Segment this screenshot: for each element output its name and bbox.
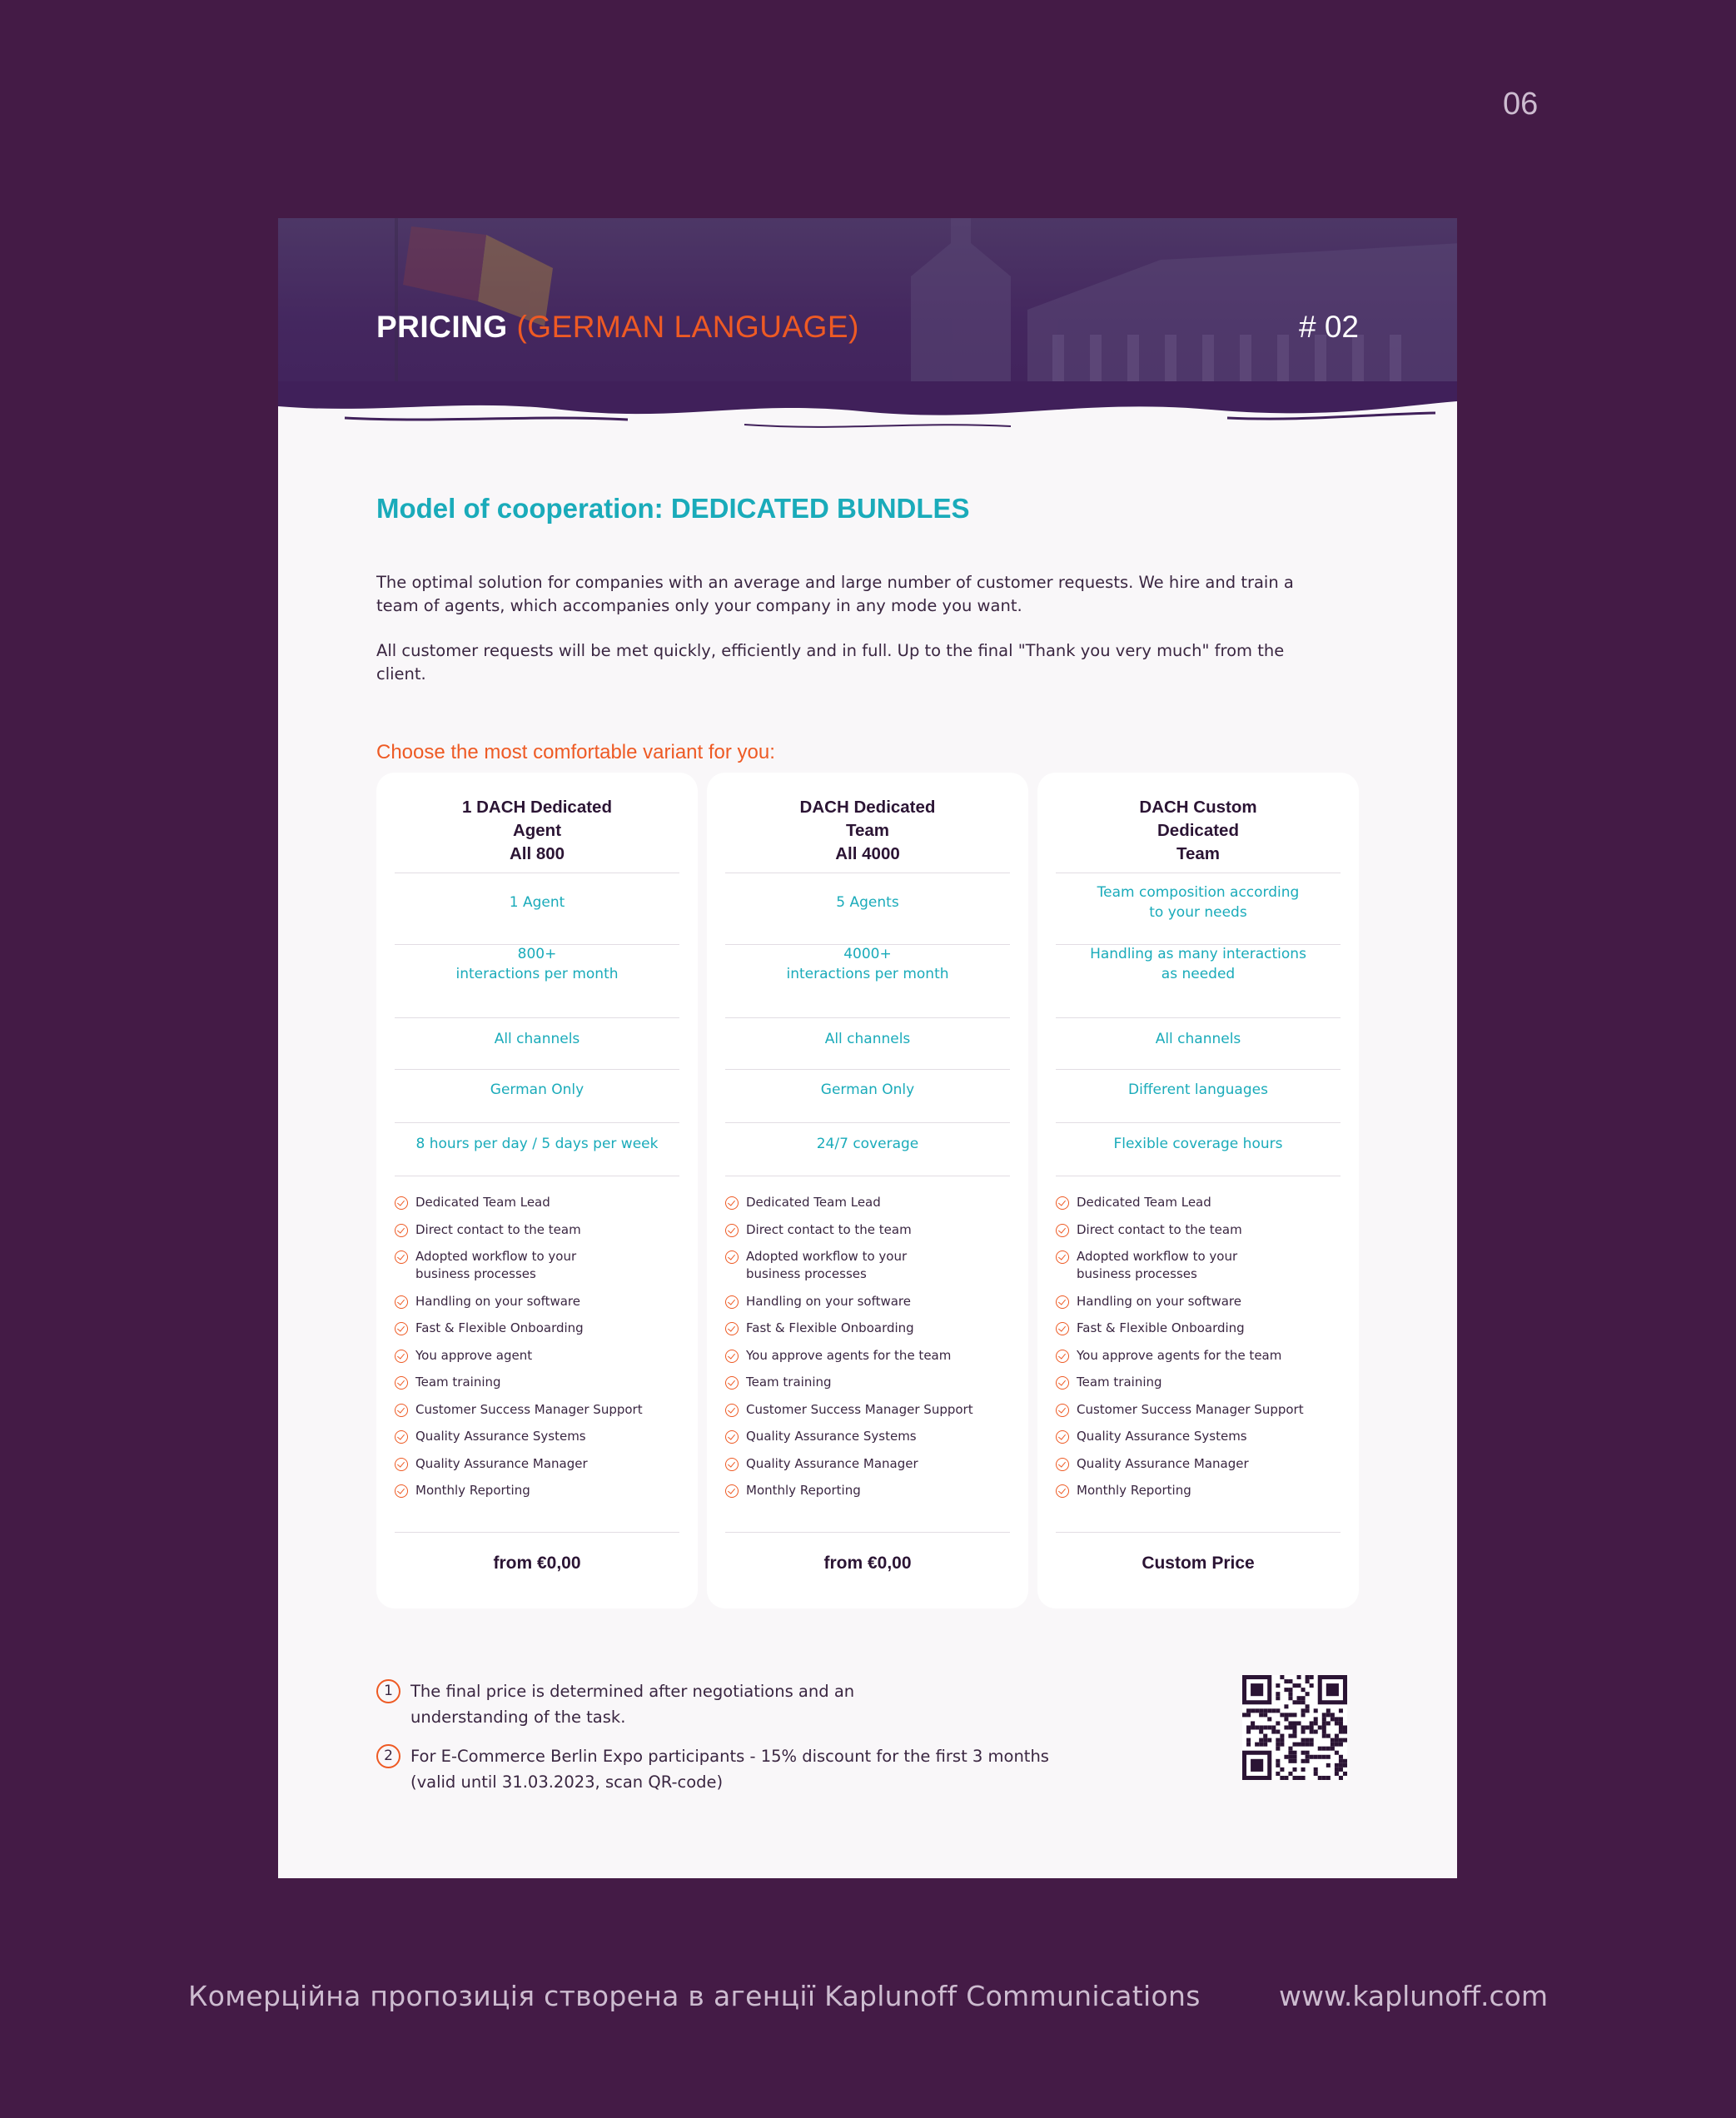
feature-label: Team training: [746, 1375, 832, 1390]
feature-item: [725, 1347, 1010, 1365]
check-circle-icon: [1056, 1458, 1069, 1471]
feature-label: Team training: [415, 1375, 501, 1390]
feature-label: Adopted workflow to your business processes: [415, 1249, 577, 1281]
feature-item: [1056, 1428, 1341, 1445]
pricing-card-dedicated-agent: [376, 773, 698, 1608]
card-divider: [725, 1069, 1010, 1070]
card-spec: [707, 1080, 1028, 1100]
feature-item: [395, 1455, 679, 1473]
card-divider: [395, 1017, 679, 1018]
footnote-number-icon: 1: [376, 1679, 400, 1703]
feature-label: Fast & Flexible Onboarding: [415, 1320, 584, 1335]
feature-item: [1056, 1374, 1341, 1391]
feature-list: [1056, 1194, 1341, 1509]
check-circle-icon: [1056, 1196, 1069, 1210]
card-title: [1037, 796, 1359, 866]
check-circle-icon: [395, 1196, 408, 1210]
check-circle-icon: [1056, 1484, 1069, 1498]
card-spec-line: German Only: [490, 1081, 584, 1098]
card-spec-line: interactions per month: [455, 966, 619, 982]
feature-label: Fast & Flexible Onboarding: [1077, 1320, 1245, 1335]
check-circle-icon: [725, 1322, 739, 1335]
feature-item: [395, 1320, 679, 1337]
card-title-line: All 800: [509, 844, 565, 863]
footnote-text: [410, 1743, 1049, 1795]
pricing-card-custom-team: [1037, 773, 1359, 1608]
card-divider: [725, 1532, 1010, 1533]
feature-label: Direct contact to the team: [415, 1221, 581, 1237]
feature-label: Adopted workflow to your business processes: [746, 1249, 908, 1281]
feature-item: [395, 1401, 679, 1419]
check-circle-icon: [395, 1404, 408, 1417]
feature-label: Quality Assurance Manager: [415, 1455, 588, 1471]
feature-item: [1056, 1194, 1341, 1211]
check-circle-icon: [1056, 1350, 1069, 1363]
check-circle-icon: [1056, 1404, 1069, 1417]
card-spec: [376, 892, 698, 912]
card-divider: [395, 1069, 679, 1070]
check-circle-icon: [725, 1404, 739, 1417]
feature-label: Customer Success Manager Support: [746, 1401, 973, 1417]
footnote-text: [410, 1678, 854, 1730]
feature-item: [395, 1482, 679, 1499]
card-title-line: DACH Dedicated: [799, 798, 936, 817]
card-price: from €0,00: [823, 1554, 912, 1573]
feature-label: Quality Assurance Systems: [1077, 1429, 1247, 1444]
footnote-line: For E-Commerce Berlin Expo participants - 15% discount for the first 3 months: [410, 1747, 1049, 1766]
banner-title-colored: (GERMAN LANGUAGE): [516, 310, 859, 344]
feature-label: Dedicated Team Lead: [746, 1195, 881, 1210]
feature-label: Dedicated Team Lead: [415, 1195, 550, 1210]
card-spec-line: 8 hours per day / 5 days per week: [415, 1136, 659, 1152]
intro-paragraph-2: All customer requests will be met quickly, efficiently and in full. Up to the final "Thank you very much" from the client.: [376, 641, 1285, 684]
card-divider: [725, 1017, 1010, 1018]
card-spec-line: 5 Agents: [836, 894, 899, 911]
feature-label: Direct contact to the team: [1077, 1221, 1242, 1237]
banner-wave-edge: [278, 381, 1457, 473]
feature-item: [1056, 1401, 1341, 1419]
check-circle-icon: [725, 1458, 739, 1471]
footnote-line: (valid until 31.03.2023, scan QR-code): [410, 1772, 724, 1792]
feature-item: [1056, 1347, 1341, 1365]
card-spec-line: All channels: [494, 1031, 580, 1047]
card-spec: [1037, 1134, 1359, 1154]
footer-website-link[interactable]: www.kaplunoff.com: [1278, 1980, 1548, 2012]
check-circle-icon: [395, 1322, 408, 1335]
card-divider: [395, 1122, 679, 1123]
intro-section: [376, 493, 1359, 764]
feature-item: [725, 1194, 1010, 1211]
feature-label: Direct contact to the team: [746, 1221, 912, 1237]
feature-item: [1056, 1482, 1341, 1499]
card-divider: [725, 1122, 1010, 1123]
check-circle-icon: [395, 1295, 408, 1309]
check-circle-icon: [1056, 1322, 1069, 1335]
intro-paragraph-1: The optimal solution for companies with an average and large number of customer requests. We hire and train a team of agents, which accompanies only your company in any mode you want.: [376, 573, 1294, 615]
card-divider: [1056, 1122, 1341, 1123]
feature-label: Monthly Reporting: [746, 1483, 861, 1498]
card-spec-line: Handling as many interactions: [1090, 946, 1306, 962]
card-spec-line: Team composition according: [1097, 884, 1300, 901]
check-circle-icon: [1056, 1376, 1069, 1390]
banner-title-bold: PRICING: [376, 310, 508, 344]
card-title-line: Dedicated: [1157, 821, 1239, 840]
feature-label: Monthly Reporting: [1077, 1483, 1191, 1498]
feature-item: [395, 1221, 679, 1239]
card-spec-line: to your needs: [1149, 904, 1247, 921]
pricing-card-dedicated-team: [707, 773, 1028, 1608]
feature-item: [725, 1455, 1010, 1473]
section-heading: Model of cooperation: DEDICATED BUNDLES: [376, 493, 970, 524]
card-spec: [376, 1080, 698, 1100]
card-spec: [707, 892, 1028, 912]
document-sheet: [278, 218, 1457, 1878]
card-divider: [1056, 1532, 1341, 1533]
card-price: from €0,00: [493, 1554, 581, 1573]
check-circle-icon: [395, 1458, 408, 1471]
feature-item: [395, 1374, 679, 1391]
card-title-line: Team: [1176, 844, 1221, 863]
feature-label: Team training: [1077, 1375, 1162, 1390]
feature-label: Handling on your software: [1077, 1293, 1241, 1309]
check-circle-icon: [1056, 1430, 1069, 1444]
check-circle-icon: [1056, 1250, 1069, 1264]
feature-item: [1056, 1320, 1341, 1337]
footnote-line: understanding of the task.: [410, 1708, 626, 1727]
footnote-1: [376, 1678, 1126, 1730]
card-title-line: All 4000: [835, 844, 900, 863]
check-circle-icon: [1056, 1224, 1069, 1237]
feature-item: [725, 1248, 1010, 1283]
feature-item: [725, 1482, 1010, 1499]
card-spec: [376, 944, 698, 984]
feature-list: [395, 1194, 679, 1509]
feature-label: Quality Assurance Manager: [746, 1455, 918, 1471]
banner-number: # 02: [1298, 310, 1359, 344]
feature-item: [1056, 1293, 1341, 1310]
card-title-line: Team: [845, 821, 890, 840]
footnote-2: [376, 1743, 1126, 1795]
feature-label: Dedicated Team Lead: [1077, 1195, 1211, 1210]
page-number: 06: [1503, 87, 1539, 122]
feature-item: [395, 1194, 679, 1211]
card-spec-line: German Only: [820, 1081, 915, 1098]
card-spec-line: as needed: [1161, 966, 1236, 982]
card-spec: [1037, 1080, 1359, 1100]
footnotes: [376, 1678, 1126, 1808]
card-spec-line: 800+: [517, 946, 557, 962]
feature-label: Quality Assurance Systems: [746, 1429, 917, 1444]
card-divider: [1056, 1069, 1341, 1070]
feature-label: Adopted workflow to your business processes: [1077, 1249, 1238, 1281]
card-spec-line: interactions per month: [786, 966, 949, 982]
feature-item: [725, 1320, 1010, 1337]
check-circle-icon: [395, 1250, 408, 1264]
card-price: Custom Price: [1142, 1554, 1255, 1573]
check-circle-icon: [725, 1350, 739, 1363]
card-spec: [1037, 882, 1359, 922]
banner-title: [376, 310, 859, 345]
card-spec: [707, 944, 1028, 984]
feature-item: [395, 1293, 679, 1310]
check-circle-icon: [725, 1484, 739, 1498]
feature-item: [1056, 1248, 1341, 1283]
card-spec-line: 4000+: [843, 946, 892, 962]
check-circle-icon: [725, 1376, 739, 1390]
feature-label: You approve agents for the team: [1077, 1347, 1282, 1363]
feature-item: [1056, 1221, 1341, 1239]
card-spec: [707, 1134, 1028, 1154]
check-circle-icon: [1056, 1295, 1069, 1309]
card-title: [707, 796, 1028, 866]
feature-label: Customer Success Manager Support: [1077, 1401, 1304, 1417]
feature-item: [725, 1428, 1010, 1445]
check-circle-icon: [395, 1430, 408, 1444]
check-circle-icon: [725, 1295, 739, 1309]
feature-label: Customer Success Manager Support: [415, 1401, 643, 1417]
pricing-cards: [376, 773, 1359, 1605]
card-spec-line: All channels: [1155, 1031, 1241, 1047]
check-circle-icon: [725, 1224, 739, 1237]
card-title-line: 1 DACH Dedicated: [462, 798, 612, 817]
check-circle-icon: [725, 1196, 739, 1210]
card-title: [376, 796, 698, 866]
feature-label: Handling on your software: [415, 1293, 580, 1309]
feature-label: Handling on your software: [746, 1293, 911, 1309]
card-spec-line: Different languages: [1128, 1081, 1268, 1098]
check-circle-icon: [395, 1376, 408, 1390]
card-divider: [1056, 1017, 1341, 1018]
card-spec: [376, 1029, 698, 1049]
check-circle-icon: [395, 1224, 408, 1237]
feature-label: Quality Assurance Manager: [1077, 1455, 1249, 1471]
card-spec-line: Flexible coverage hours: [1113, 1136, 1283, 1152]
card-spec: [1037, 1029, 1359, 1049]
check-circle-icon: [395, 1484, 408, 1498]
feature-item: [725, 1293, 1010, 1310]
feature-label: Quality Assurance Systems: [415, 1429, 586, 1444]
footnote-line: The final price is determined after negotiations and an: [410, 1682, 855, 1701]
card-spec-line: 24/7 coverage: [816, 1136, 919, 1152]
feature-label: You approve agents for the team: [746, 1347, 952, 1363]
card-spec: [707, 1029, 1028, 1049]
feature-item: [725, 1401, 1010, 1419]
check-circle-icon: [395, 1350, 408, 1363]
feature-item: [1056, 1455, 1341, 1473]
feature-item: [395, 1347, 679, 1365]
feature-label: Monthly Reporting: [415, 1483, 530, 1498]
feature-item: [395, 1248, 679, 1283]
card-spec: [376, 1134, 698, 1154]
card-spec-line: All channels: [824, 1031, 911, 1047]
card-title-line: DACH Custom: [1139, 798, 1257, 817]
feature-label: You approve agent: [415, 1347, 533, 1363]
card-divider: [395, 1532, 679, 1533]
feature-item: [725, 1221, 1010, 1239]
footer-agency-note: Комерційна пропозиція створена в агенції Kaplunoff Communications: [188, 1980, 1201, 2012]
choose-variant-heading: Choose the most comfortable variant for you:: [376, 741, 775, 763]
check-circle-icon: [725, 1250, 739, 1264]
feature-label: Fast & Flexible Onboarding: [746, 1320, 914, 1335]
card-title-line: Agent: [512, 821, 562, 840]
footnote-number-icon: 2: [376, 1744, 400, 1768]
qr-code[interactable]: [1242, 1675, 1347, 1780]
feature-item: [725, 1374, 1010, 1391]
feature-item: [395, 1428, 679, 1445]
feature-list: [725, 1194, 1010, 1509]
card-spec: [1037, 944, 1359, 984]
check-circle-icon: [725, 1430, 739, 1444]
card-spec-line: 1 Agent: [509, 894, 565, 911]
